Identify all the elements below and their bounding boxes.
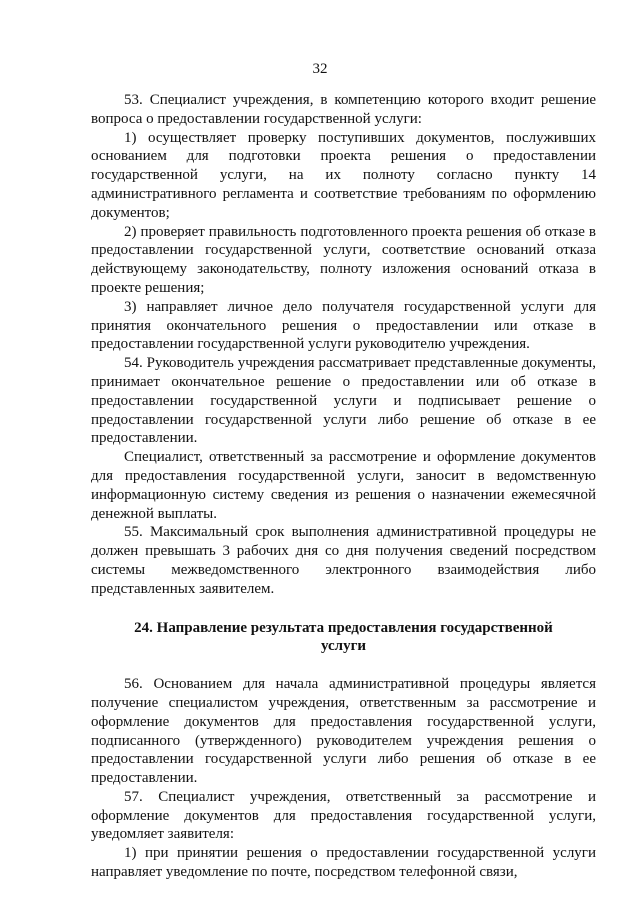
section-heading: 24. Направление результата предоставления государственной услуги xyxy=(134,619,553,655)
document-body xyxy=(91,91,596,882)
paragraph-54: 54. Руководитель учреждения рассматривает представленные документы, принимает окончательное решение о предоставлении или об отказе в предоставлении государственной услуги и подписывает решение о предоставлении государственной услуги либо решение об отказе в ее предоставлении. xyxy=(91,355,596,447)
section-after-heading xyxy=(91,675,596,882)
paragraph-57: 57. Специалист учреждения, ответственный за рассмотрение и оформление документов для предоставления государственной услуги, уведомляет заявителя: xyxy=(91,788,596,843)
paragraph-54-specialist: Специалист, ответственный за рассмотрение и оформление документов для предоставления государственной услуги, заносит в ведомственную информационную систему сведения из решения о назначении ежемесячной денежной выплаты. xyxy=(91,449,596,522)
section-before-heading xyxy=(91,91,596,599)
paragraph-53-item-2: 2) проверяет правильность подготовленного проекта решения об отказе в предоставлении государственной услуги, соответствие оснований отказа действующему законодательству, полноту изложения оснований отказа в проекте решения; xyxy=(91,223,596,296)
page-number: 32 xyxy=(312,61,328,77)
paragraph-53-item-3: 3) направляет личное дело получателя государственной услуги для принятия окончательного решения о предоставлении или отказе в предоставлении государственной услуги руководителю учреждения. xyxy=(91,298,596,353)
paragraph-53: 53. Специалист учреждения, в компетенцию которого входит решение вопроса о предоставлении государственной услуги: xyxy=(91,92,596,127)
paragraph-57-item-1: 1) при принятии решения о предоставлении государственной услуги направляет уведомление по почте, посредством телефонной связи, xyxy=(91,845,596,881)
paragraph-56: 56. Основанием для начала административной процедуры является получение специалистом учреждения, ответственным за рассмотрение и оформление документов для предоставления государственной услуги, подписанного (утвержденного) руководителем учреждения решения о предоставлении государственной услуги либо решения об отказе в ее предоставлении. xyxy=(91,676,596,787)
paragraph-53-item-1: 1) осуществляет проверку поступивших документов, послуживших основанием для подготовки проекта решения о предоставлении государственной услуги, на их полноту согласно пункту 14 административного регламента и соответствие требованиям по оформлению документов; xyxy=(91,129,596,221)
paragraph-55: 55. Максимальный срок выполнения административной процедуры не должен превышать 3 рабочих дня со дня получения сведений посредством системы межведомственного электронного взаимодействия либо представленных заявителем. xyxy=(91,524,596,597)
